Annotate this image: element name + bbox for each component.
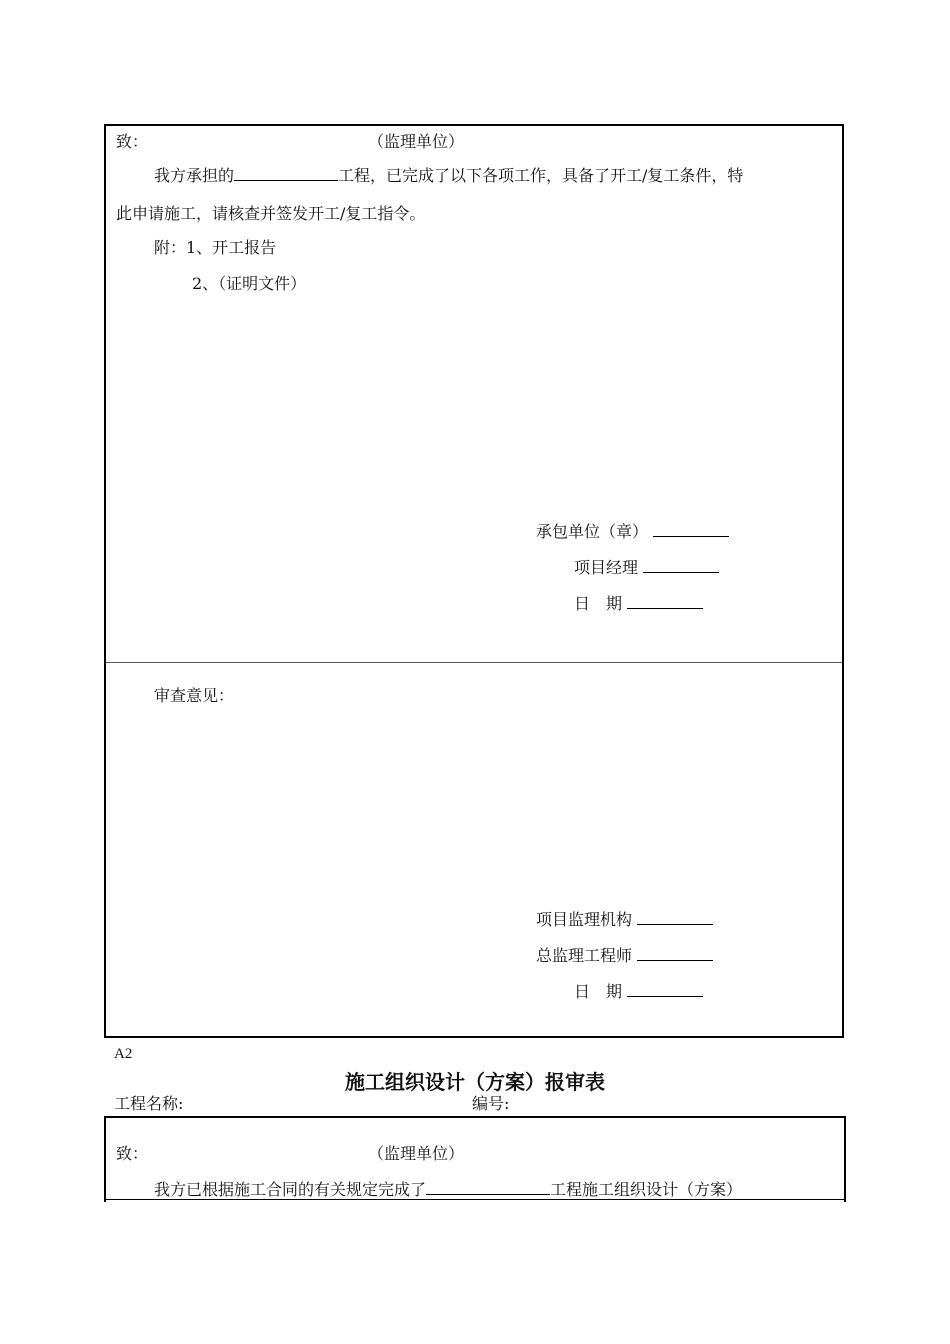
design-paragraph	[154, 1180, 742, 1200]
date-blank[interactable]	[627, 594, 703, 609]
section-divider	[106, 662, 842, 663]
form-code: A2	[114, 1046, 133, 1062]
organization-design-form-box	[104, 1116, 846, 1202]
paragraph-suffix: 工程，已完成了以下各项工作，具备了开工/复工条件，特	[338, 166, 744, 185]
number-label: 编号:	[472, 1094, 510, 1113]
to-label-2: 致：	[116, 1144, 149, 1163]
application-paragraph-line2: 此申请施工，请核查并签发开工/复工指令。	[116, 204, 426, 223]
to-label: 致：	[116, 132, 149, 151]
application-form-box	[104, 124, 844, 1038]
review-opinion-label: 审查意见：	[154, 686, 235, 705]
project-name-blank[interactable]	[234, 166, 338, 181]
project-manager-row	[574, 558, 719, 578]
paragraph-prefix: 我方承担的	[154, 166, 235, 185]
review-date-row	[574, 982, 703, 1002]
review-date-label: 日 期	[574, 982, 623, 1001]
chief-engineer-row	[536, 946, 713, 966]
project-name-label: 工程名称:	[114, 1094, 184, 1113]
project-manager-blank[interactable]	[643, 558, 719, 573]
design-project-blank[interactable]	[426, 1180, 550, 1195]
application-paragraph	[154, 166, 743, 186]
review-date-blank[interactable]	[627, 982, 703, 997]
supervision-org-row	[536, 910, 713, 930]
chief-engineer-label: 总监理工程师	[536, 946, 633, 965]
supervisor-unit-label: （监理单位）	[368, 132, 465, 151]
attachment-2: 2、（证明文件）	[192, 274, 307, 293]
form-title: 施工组织设计（方案）报审表	[345, 1070, 605, 1094]
supervision-org-blank[interactable]	[637, 910, 713, 925]
project-manager-label: 项目经理	[574, 558, 639, 577]
chief-engineer-blank[interactable]	[637, 946, 713, 961]
date-label: 日 期	[574, 594, 623, 613]
contractor-unit-blank[interactable]	[653, 522, 729, 537]
design-paragraph-suffix: 工程施工组织设计（方案）	[550, 1180, 743, 1199]
contractor-unit-row	[536, 522, 729, 542]
supervision-org-label: 项目监理机构	[536, 910, 633, 929]
design-paragraph-prefix: 我方已根据施工合同的有关规定完成了	[154, 1180, 427, 1199]
supervisor-unit-label-2: （监理单位）	[368, 1144, 465, 1163]
contractor-unit-label: 承包单位（章）	[536, 522, 649, 541]
date-row	[574, 594, 703, 614]
attachment-1: 附：1、开工报告	[154, 238, 277, 257]
page-cut-line	[104, 1199, 846, 1200]
